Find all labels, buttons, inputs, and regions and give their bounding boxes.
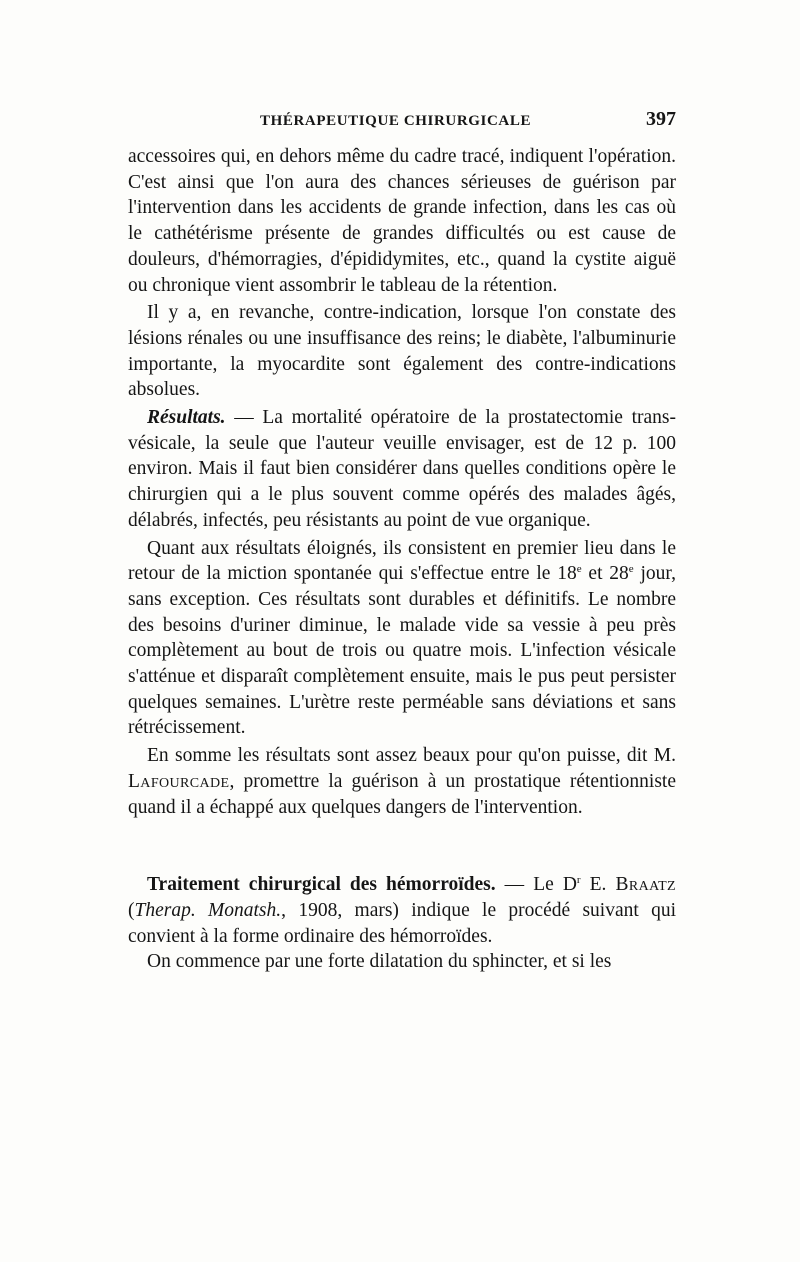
paragraph-hemorrhoids bbox=[128, 872, 676, 949]
text-block bbox=[128, 108, 676, 975]
paragraph-results bbox=[128, 405, 676, 534]
results-text: — La mortalité opératoire de la prostatectomie trans-vésicale, la seule que l'auteur veuille envisager, est de 12 p. 100 environ. Mais il faut bien considérer dans quelles conditions opère le chirurgien qui a le plus souvent comme opérés des malades âgés, délabrés, infectés, peu résistants au point de vue organique. bbox=[128, 407, 676, 531]
page-number: 397 bbox=[646, 108, 676, 130]
hemorrhoids-text-b: E. bbox=[580, 874, 616, 896]
ordinal-sup-1: e bbox=[576, 563, 582, 576]
doctor-sup: r bbox=[576, 874, 581, 887]
summary-text-b: , promettre la guérison à un prostatique rétentionniste quand il a échappé aux quelques dangers de l'intervention. bbox=[128, 770, 676, 818]
paragraph-indications: accessoires qui, en dehors même du cadre tracé, indiquent l'opération. C'est ainsi que l'on aura des chances sérieuses de guérison par l'intervention dans les accidents de grande infection, dans les cas où le cathétérisme présente de grandes difficultés ou est cause de douleurs, d'hémorragies, d'épididymites, etc., quand la cystite aiguë ou chronique vient assombrir le tableau de la rétention. bbox=[128, 146, 676, 296]
running-head bbox=[128, 108, 676, 144]
section-heading-hemorrhoids: Traitement chirurgical des hémorroïdes. bbox=[147, 874, 496, 896]
paragraph-procedure: On commence par une forte dilatation du sphincter, et si les bbox=[147, 951, 612, 973]
ordinal-sup-2: e bbox=[628, 563, 634, 576]
long-term-text-c: jour, sans exception. Ces résultats sont durables et définitifs. Le nombre des besoins d'uriner diminue, le malade vide sa vessie à peu près complètement au bout de trois ou quatre mois. L'infection vésicale s'atténue et disparaît complètement ensuite, mais le pus peut persister quelques semaines. L'urètre reste perméable sans déviations et sans rétrécissement. bbox=[128, 563, 676, 739]
hemorrhoids-text-c: ( bbox=[128, 899, 135, 921]
hemorrhoids-text-a: — Le D bbox=[495, 874, 577, 896]
paragraph-summary bbox=[128, 743, 676, 820]
results-label: Résultats. bbox=[147, 407, 226, 429]
journal-name: Therap. Monatsh. bbox=[134, 899, 282, 921]
hemorrhoids-text-d: , 1908, mars) indique le procédé suivant qui convient à la forme ordinaire des hémorroïdes. bbox=[128, 899, 676, 947]
long-term-text-a: Quant aux résultats éloignés, ils consistent en premier lieu dans le retour de la miction spontanée qui s'effectue entre le 18 bbox=[128, 537, 676, 585]
section-break bbox=[128, 820, 676, 872]
author-name-braatz: Braatz bbox=[615, 874, 676, 896]
summary-text-a: En somme les résultats sont assez beaux pour qu'on puisse, dit M. bbox=[147, 745, 676, 767]
running-title: THÉRAPEUTIQUE CHIRURGICALE bbox=[260, 113, 532, 129]
long-term-text-b: et 28 bbox=[581, 563, 629, 585]
author-name-lafourcade: Lafourcade bbox=[128, 770, 230, 792]
paragraph-contra-indications: Il y a, en revanche, contre-indication, lorsque l'on constate des lésions rénales ou une insuffisance des reins; le diabète, l'albuminurie importante, la myocardite sont également des contre-indications absolues. bbox=[128, 302, 676, 401]
paragraph-long-term-results bbox=[128, 536, 676, 742]
